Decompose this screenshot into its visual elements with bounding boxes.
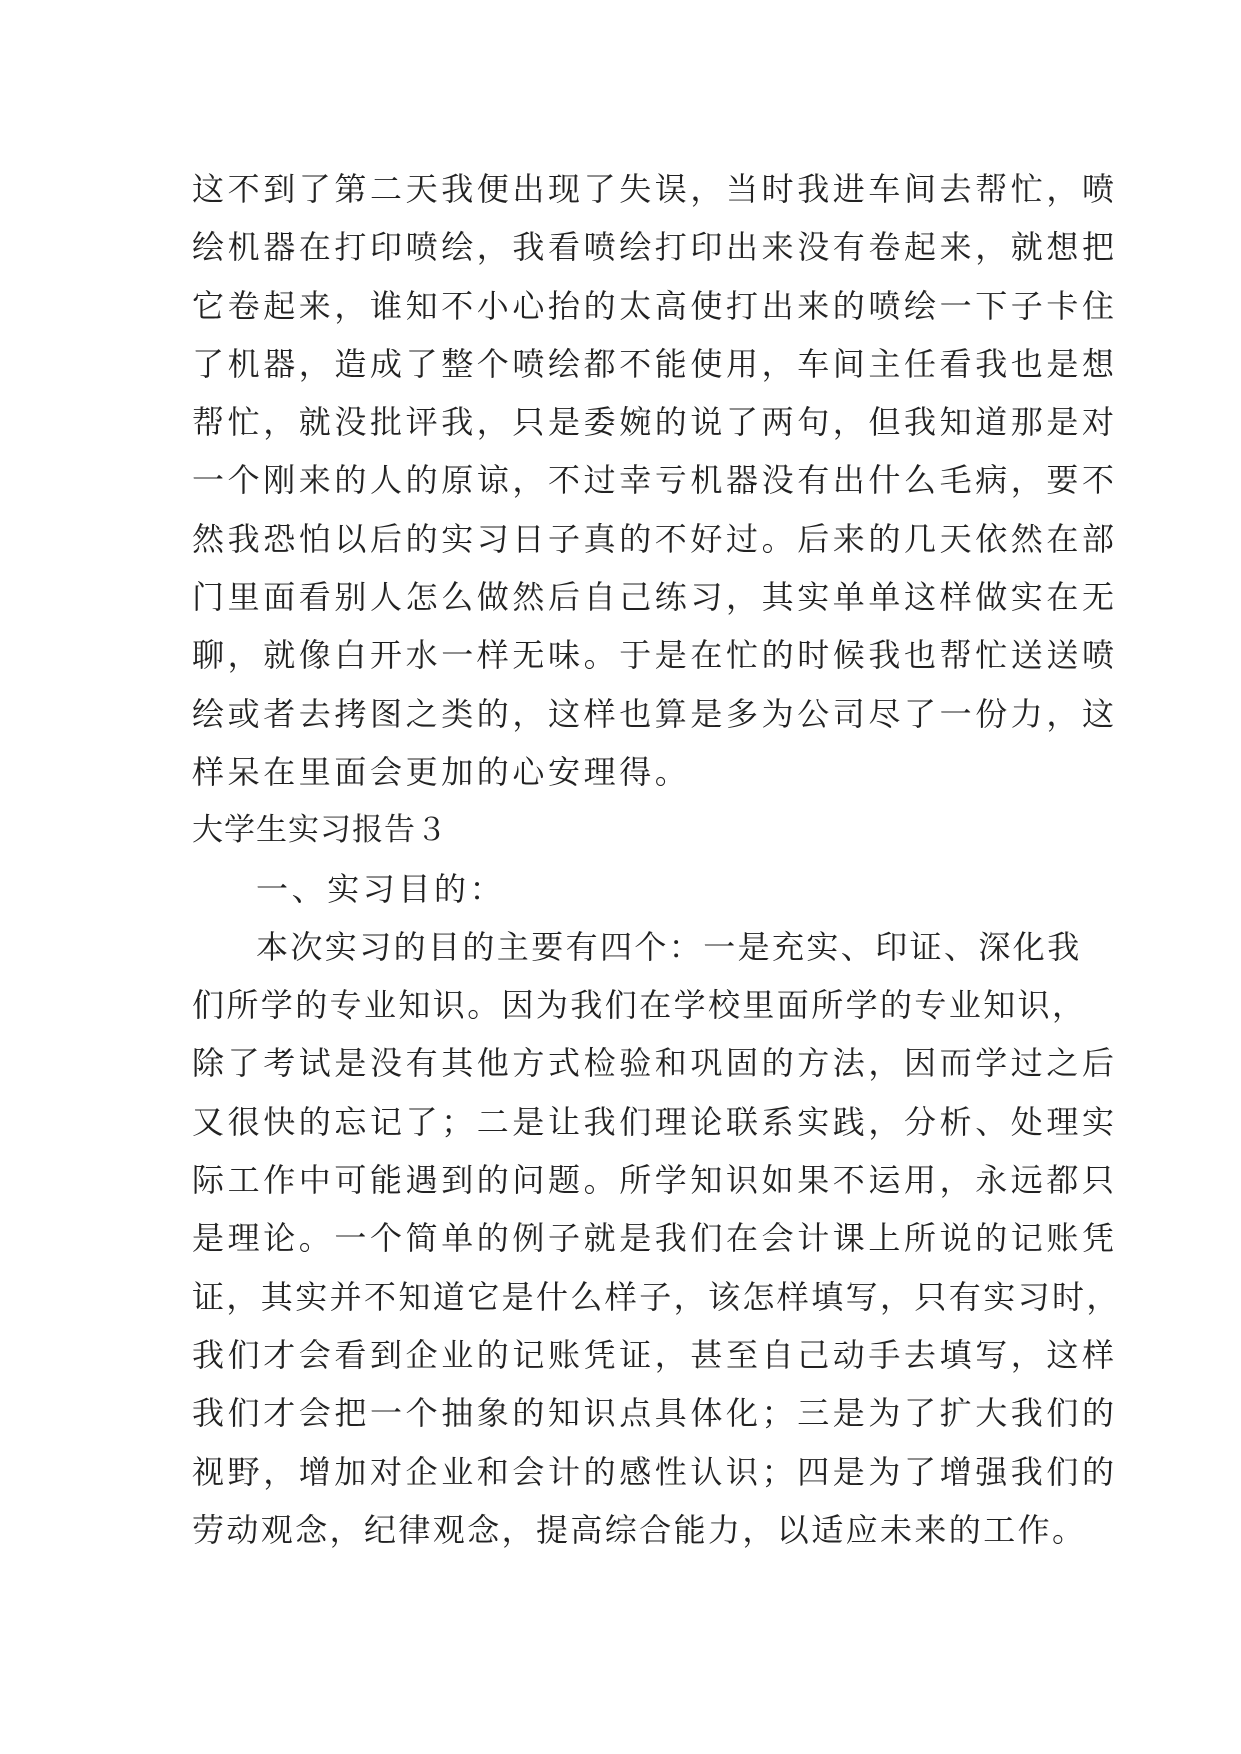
paragraph-2-line-5: 际工作中可能遇到的问题。所学知识如果不运用，永远都只 — [192, 1161, 1118, 1200]
paragraph-2-line-2: 们所学的专业知识。因为我们在学校里面所学的专业知识， — [192, 986, 1087, 1025]
paragraph-2-line-11: 劳动观念，纪律观念，提高综合能力，以适应未来的工作。 — [192, 1510, 1087, 1549]
subheading: 一、实习目的： — [256, 869, 506, 908]
section-title: 大学生实习报告３ — [192, 812, 448, 849]
paragraph-1-line-3: 它卷起来，谁知不小心抬的太高使打出来的喷绘一下子卡住 — [192, 286, 1118, 325]
paragraph-1-line-11: 样呆在里面会更加的心安理得。 — [192, 752, 691, 791]
paragraph-2-line-3: 除了考试是没有其他方式检验和巩固的方法，因而学过之后 — [192, 1044, 1118, 1083]
paragraph-1-line-1: 这不到了第二天我便出现了失误，当时我进车间去帮忙，喷 — [192, 170, 1118, 208]
paragraph-2-line-6: 是理论。一个简单的例子就是我们在会计课上所说的记账凭 — [192, 1219, 1118, 1258]
paragraph-1-line-5: 帮忙，就没批评我，只是委婉的说了两句，但我知道那是对 — [192, 403, 1118, 442]
paragraph-1-line-9: 聊，就像白开水一样无味。于是在忙的时候我也帮忙送送喷 — [192, 636, 1118, 675]
paragraph-1-line-4: 了机器，造成了整个喷绘都不能使用，车间主任看我也是想 — [192, 344, 1118, 383]
paragraph-2-line-9: 我们才会把一个抽象的知识点具体化；三是为了扩大我们的 — [192, 1394, 1118, 1433]
paragraph-2-line-4: 又很快的忘记了；二是让我们理论联系实践，分析、处理实 — [192, 1102, 1118, 1141]
paragraph-1-line-7: 然我恐怕以后的实习日子真的不好过。后来的几天依然在部 — [192, 519, 1118, 558]
paragraph-2-line-10: 视野，增加对企业和会计的感性认识；四是为了增强我们的 — [192, 1452, 1118, 1491]
document-body — [192, 160, 1121, 1559]
paragraph-1-line-6: 一个刚来的人的原谅，不过幸亏机器没有出什么毛病，要不 — [192, 461, 1118, 500]
paragraph-2-line-8: 我们才会看到企业的记账凭证，甚至自己动手去填写，这样 — [192, 1335, 1118, 1374]
paragraph-2-line-7: 证，其实并不知道它是什么样子，该怎样填写，只有实习时， — [192, 1277, 1121, 1316]
paragraph-1-line-10: 绘或者去拷图之类的，这样也算是多为公司尽了一份力，这 — [192, 694, 1118, 733]
paragraph-1-line-8: 门里面看别人怎么做然后自己练习，其实单单这样做实在无 — [192, 578, 1118, 617]
paragraph-2-line-1: 本次实习的目的主要有四个：一是充实、印证、深化我 — [256, 927, 1082, 966]
paragraph-1-line-2: 绘机器在打印喷绘，我看喷绘打印出来没有卷起来，就想把 — [192, 228, 1118, 267]
